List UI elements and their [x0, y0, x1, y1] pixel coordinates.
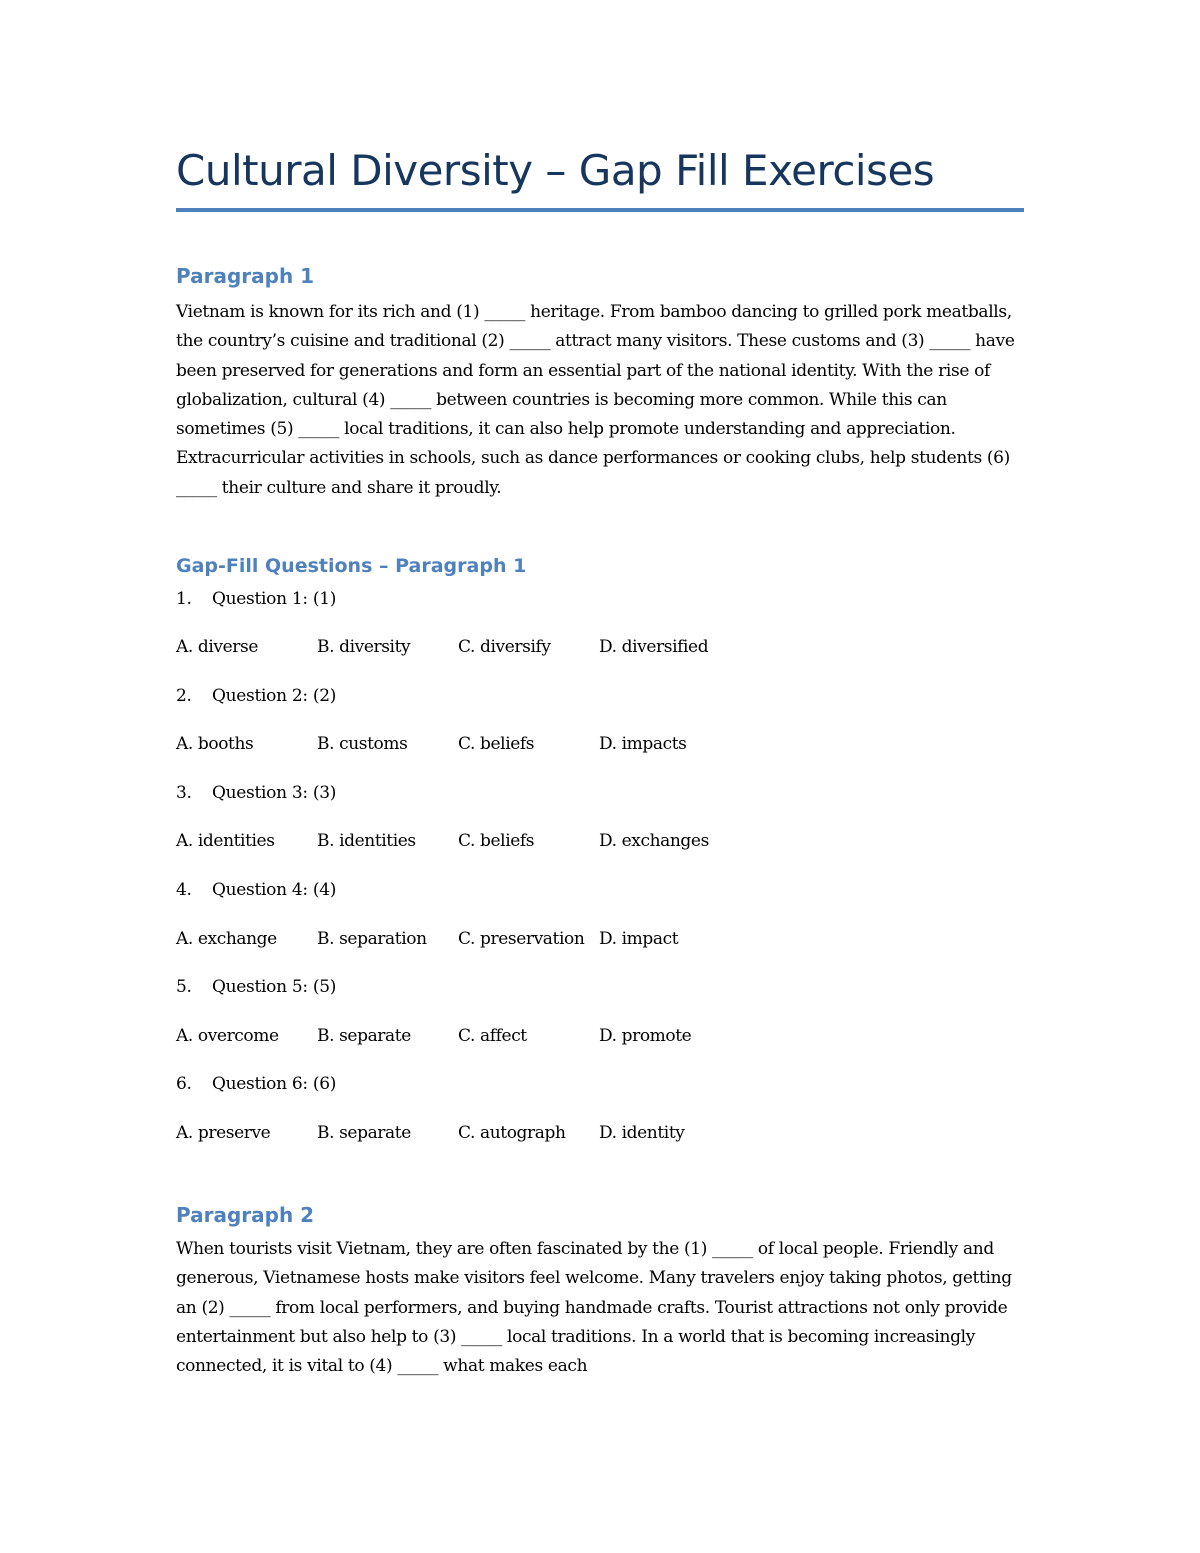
option-c: C. beliefs — [458, 831, 535, 851]
option-a: A. booths — [176, 734, 254, 754]
options-row — [176, 637, 876, 661]
option-c: C. affect — [458, 1026, 527, 1046]
option-d: D. exchanges — [599, 831, 709, 851]
question-item — [176, 977, 336, 997]
option-d: D. diversified — [599, 637, 709, 657]
option-b: B. diversity — [317, 637, 411, 657]
document-title: Cultural Diversity – Gap Fill Exercises — [176, 146, 935, 195]
question-item — [176, 1074, 336, 1094]
question-number: 5. — [176, 977, 192, 997]
question-label: Question 5: (5) — [212, 977, 337, 997]
question-label: Question 2: (2) — [212, 686, 337, 706]
option-d: D. impacts — [599, 734, 687, 754]
question-label: Question 4: (4) — [212, 880, 337, 900]
option-b: B. customs — [317, 734, 408, 754]
question-item — [176, 686, 336, 706]
option-a: A. exchange — [176, 929, 277, 949]
options-row — [176, 831, 876, 855]
option-c: C. preservation — [458, 929, 585, 949]
question-item — [176, 783, 336, 803]
option-b: B. separate — [317, 1026, 411, 1046]
question-number: 6. — [176, 1074, 192, 1094]
paragraph-1-heading: Paragraph 1 — [176, 264, 315, 288]
option-c: C. autograph — [458, 1123, 566, 1143]
paragraph-2-heading: Paragraph 2 — [176, 1203, 315, 1227]
question-label: Question 1: (1) — [212, 589, 337, 609]
option-a: A. diverse — [176, 637, 258, 657]
option-a: A. overcome — [176, 1026, 279, 1046]
question-number: 1. — [176, 589, 192, 609]
question-item — [176, 589, 336, 609]
option-b: B. separate — [317, 1123, 411, 1143]
question-number: 3. — [176, 783, 192, 803]
paragraph-1-text: Vietnam is known for its rich and (1) _____ heritage. From bamboo dancing to grilled pork meatballs, the country’s cuisine and traditional (2) _____ attract many visitors. These customs and (3) _____ have been preserved for generations and form an essential part of the national identity. With the rise of globalization, cultural (4) _____ between countries is becoming more common. While this can sometimes (5) _____ local traditions, it can also help promote understanding and appreciation. Extracurricular activities in schools, such as dance performances or cooking clubs, help students (6) _____ their culture and share it proudly. — [176, 302, 1015, 498]
question-item — [176, 880, 336, 900]
question-label: Question 6: (6) — [212, 1074, 337, 1094]
option-c: C. beliefs — [458, 734, 535, 754]
option-d: D. impact — [599, 929, 679, 949]
option-d: D. identity — [599, 1123, 685, 1143]
questions-1-heading: Gap-Fill Questions – Paragraph 1 — [176, 555, 527, 577]
option-b: B. identities — [317, 831, 416, 851]
option-d: D. promote — [599, 1026, 692, 1046]
paragraph-2-text: When tourists visit Vietnam, they are often fascinated by the (1) _____ of local people. Friendly and generous, Vietnamese hosts make visitors feel welcome. Many travelers enjoy taking photos, getting an (2) _____ from local performers, and buying handmade crafts. Tourist attractions not only provide entertainment but also help to (3) _____ local traditions. In a world that is becoming increasingly connected, it is vital to (4) _____ what makes each — [176, 1239, 1012, 1377]
option-a: A. identities — [176, 831, 275, 851]
option-a: A. preserve — [176, 1123, 271, 1143]
options-row — [176, 1123, 876, 1147]
option-b: B. separation — [317, 929, 427, 949]
options-row — [176, 1026, 876, 1050]
option-c: C. diversify — [458, 637, 551, 657]
title-underline — [176, 208, 1024, 212]
question-label: Question 3: (3) — [212, 783, 337, 803]
options-row — [176, 929, 876, 953]
question-number: 2. — [176, 686, 192, 706]
options-row — [176, 734, 876, 758]
question-number: 4. — [176, 880, 192, 900]
